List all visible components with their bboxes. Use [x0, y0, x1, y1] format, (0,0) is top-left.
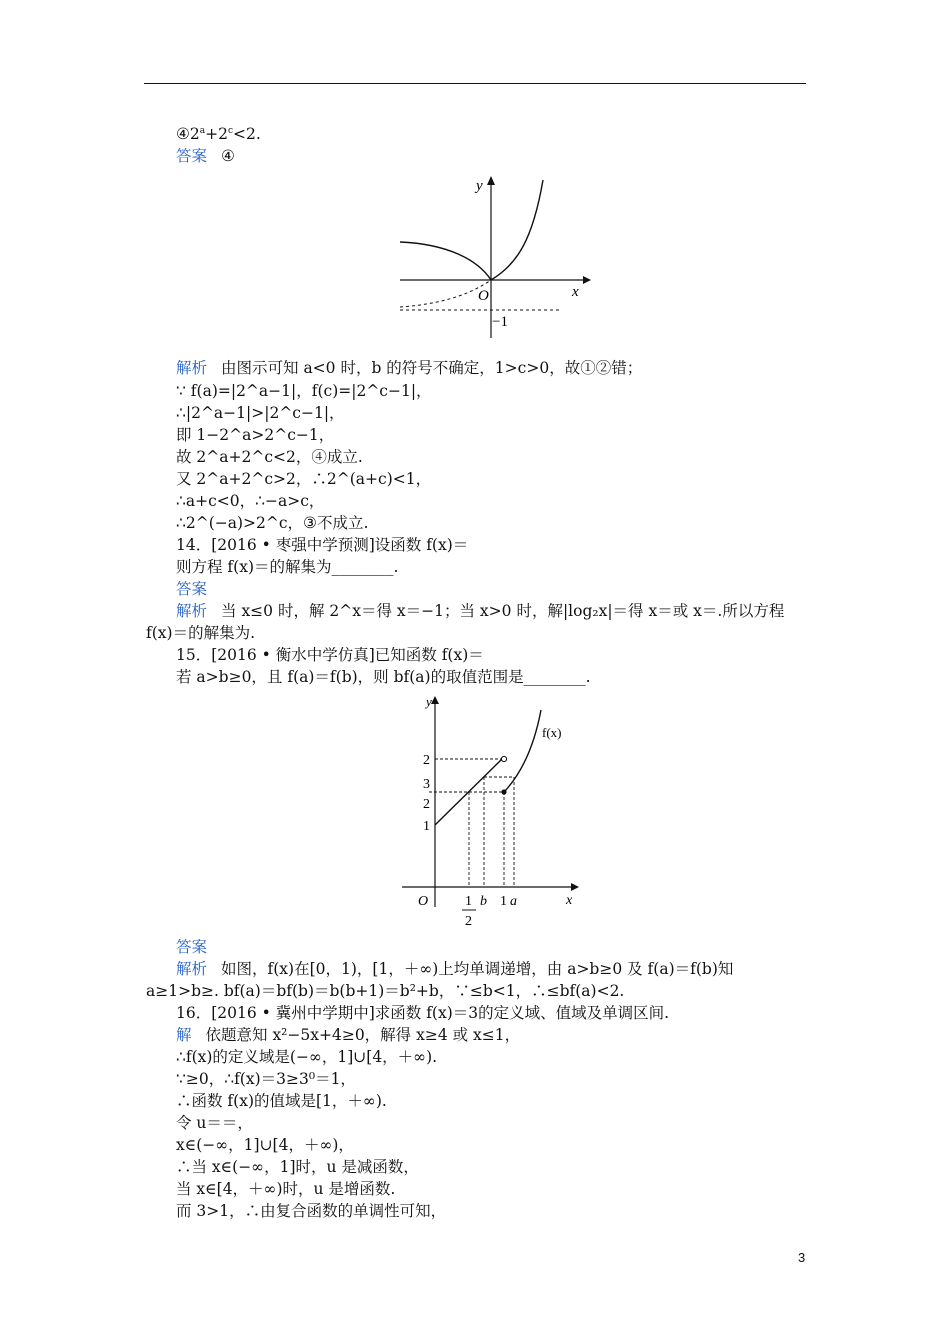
analysis-label: 解析 [176, 960, 208, 978]
page-number: 3 [798, 1250, 806, 1265]
x-axis-arrow [583, 276, 591, 284]
y-label: y [476, 178, 483, 194]
q14-analysis-2: f(x)＝的解集为. [146, 624, 255, 642]
q15-analysis-1: 解析 如图，f(x)在[0，1)，[1，＋∞)上均单调递增，由 a>b≥0 及 f(a)＝f(b)知 [176, 960, 734, 978]
asymptote-label: −1 [492, 314, 508, 330]
curve-label: f(x) [542, 725, 562, 740]
q13-item4: $④2^a+2^c<2$. [176, 125, 261, 143]
q13-analysis-3: ∴|2^a−1|>|2^c−1|， [176, 404, 345, 422]
q16-solution-2: ∴f(x)的定义域是(−∞，1]∪[4，＋∞). [176, 1048, 438, 1066]
y-label: y [426, 694, 432, 709]
q14-analysis-1: 解析 当 x≤0 时，解 2^x＝得 x＝−1；当 x>0 时，解|log₂x|＝得 x＝或 x＝.所以方程 [176, 602, 785, 620]
q16-statement: 16．[2016 • 冀州中学期中]求函数 f(x)＝3的定义域、值域及单调区间. [176, 1004, 670, 1022]
q13-analysis-8: ∴2^(−a)>2^c，③不成立. [176, 514, 369, 532]
header-rule [144, 83, 806, 84]
solution-label: 解 [176, 1026, 192, 1044]
x-tick-num: 1 [465, 894, 472, 909]
y-tick-den: 2 [423, 797, 430, 812]
origin-label: O [478, 288, 489, 304]
q16-solution-3: ∵≥0，∴f(x)＝3≥3⁰＝1， [176, 1070, 356, 1088]
q14-answer [176, 579, 207, 599]
q13-analysis-7: ∴a+c<0，∴−a>c， [176, 492, 325, 510]
q16-solution-6: x∈(−∞，1]∪[4，＋∞)， [176, 1136, 354, 1154]
x-1-label: 1 [500, 894, 507, 909]
analysis-label: 解析 [176, 602, 208, 620]
y-tick-1: 1 [423, 819, 430, 834]
x-label: x [566, 893, 573, 908]
q16-solution-5: 令 u＝＝， [176, 1114, 253, 1132]
answer-label: 答案 [176, 147, 208, 165]
x-a-label: a [510, 894, 517, 909]
x-tick-den: 2 [465, 914, 472, 929]
q15-analysis-2: a≥1>b≥. bf(a)＝bf(b)＝b(b+1)＝b²+b，∵≤b<1，∴≤bf(a)<2. [146, 982, 625, 1000]
answer-label: 答案 [176, 580, 208, 598]
y-tick-3: 3 [423, 777, 430, 792]
q15-statement-1: 15．[2016 • 衡水中学仿真]已知函数 f(x)＝ [176, 646, 484, 664]
x-axis-arrow [571, 883, 579, 891]
origin-label: O [418, 894, 429, 909]
reflected-curve [400, 242, 491, 280]
y-axis-arrow [487, 176, 495, 185]
q13-analysis-2: ∵ f(a)=|2^a−1|，f(c)=|2^c−1|， [176, 382, 432, 400]
q16-solution-9: 而 3>1，∴由复合函数的单调性可知， [176, 1202, 447, 1220]
figure-2-graph [396, 692, 586, 937]
q15-statement-2: 若 a>b≥0，且 f(a)＝f(b)，则 bf(a)的取值范围是________. [176, 668, 591, 686]
q16-solution-8: 当 x∈[4，＋∞)时，u 是增函数. [176, 1180, 396, 1198]
q16-solution-7: ∴当 x∈(−∞，1]时，u 是减函数， [176, 1158, 419, 1176]
x-label: x [572, 284, 579, 300]
q14-statement-1: 14．[2016 • 枣强中学预测]设函数 f(x)＝ [176, 536, 469, 554]
q14-statement-2: 则方程 f(x)＝的解集为________. [176, 558, 399, 576]
increasing-curve [491, 180, 543, 280]
y-axis-arrow [431, 696, 439, 704]
q13-analysis-1: 解析 由图示可知 a<0 时，b 的符号不确定，1>c>0，故①②错； [176, 359, 643, 377]
curve-segment [504, 710, 541, 792]
y-tick-2: 2 [423, 753, 430, 768]
open-point [501, 756, 506, 761]
q15-answer [176, 937, 207, 957]
q13-analysis-5: 故 2^a+2^c<2，④成立. [176, 448, 363, 466]
answer-label: 答案 [176, 938, 208, 956]
analysis-label: 解析 [176, 359, 208, 377]
figure-1-graph [388, 168, 598, 348]
q13-analysis-4: 即 1−2^a>2^c−1， [176, 426, 335, 444]
q16-solution-1: 解 依题意知 x²−5x+4≥0，解得 x≥4 或 x≤1， [176, 1026, 521, 1044]
q13-analysis-6: 又 2^a+2^c>2，∴2^(a+c)<1， [176, 470, 432, 488]
q16-solution-4: ∴函数 f(x)的值域是[1，＋∞). [176, 1092, 387, 1110]
q13-answer: 答案 ④ [176, 147, 235, 165]
x-b-label: b [480, 894, 487, 909]
